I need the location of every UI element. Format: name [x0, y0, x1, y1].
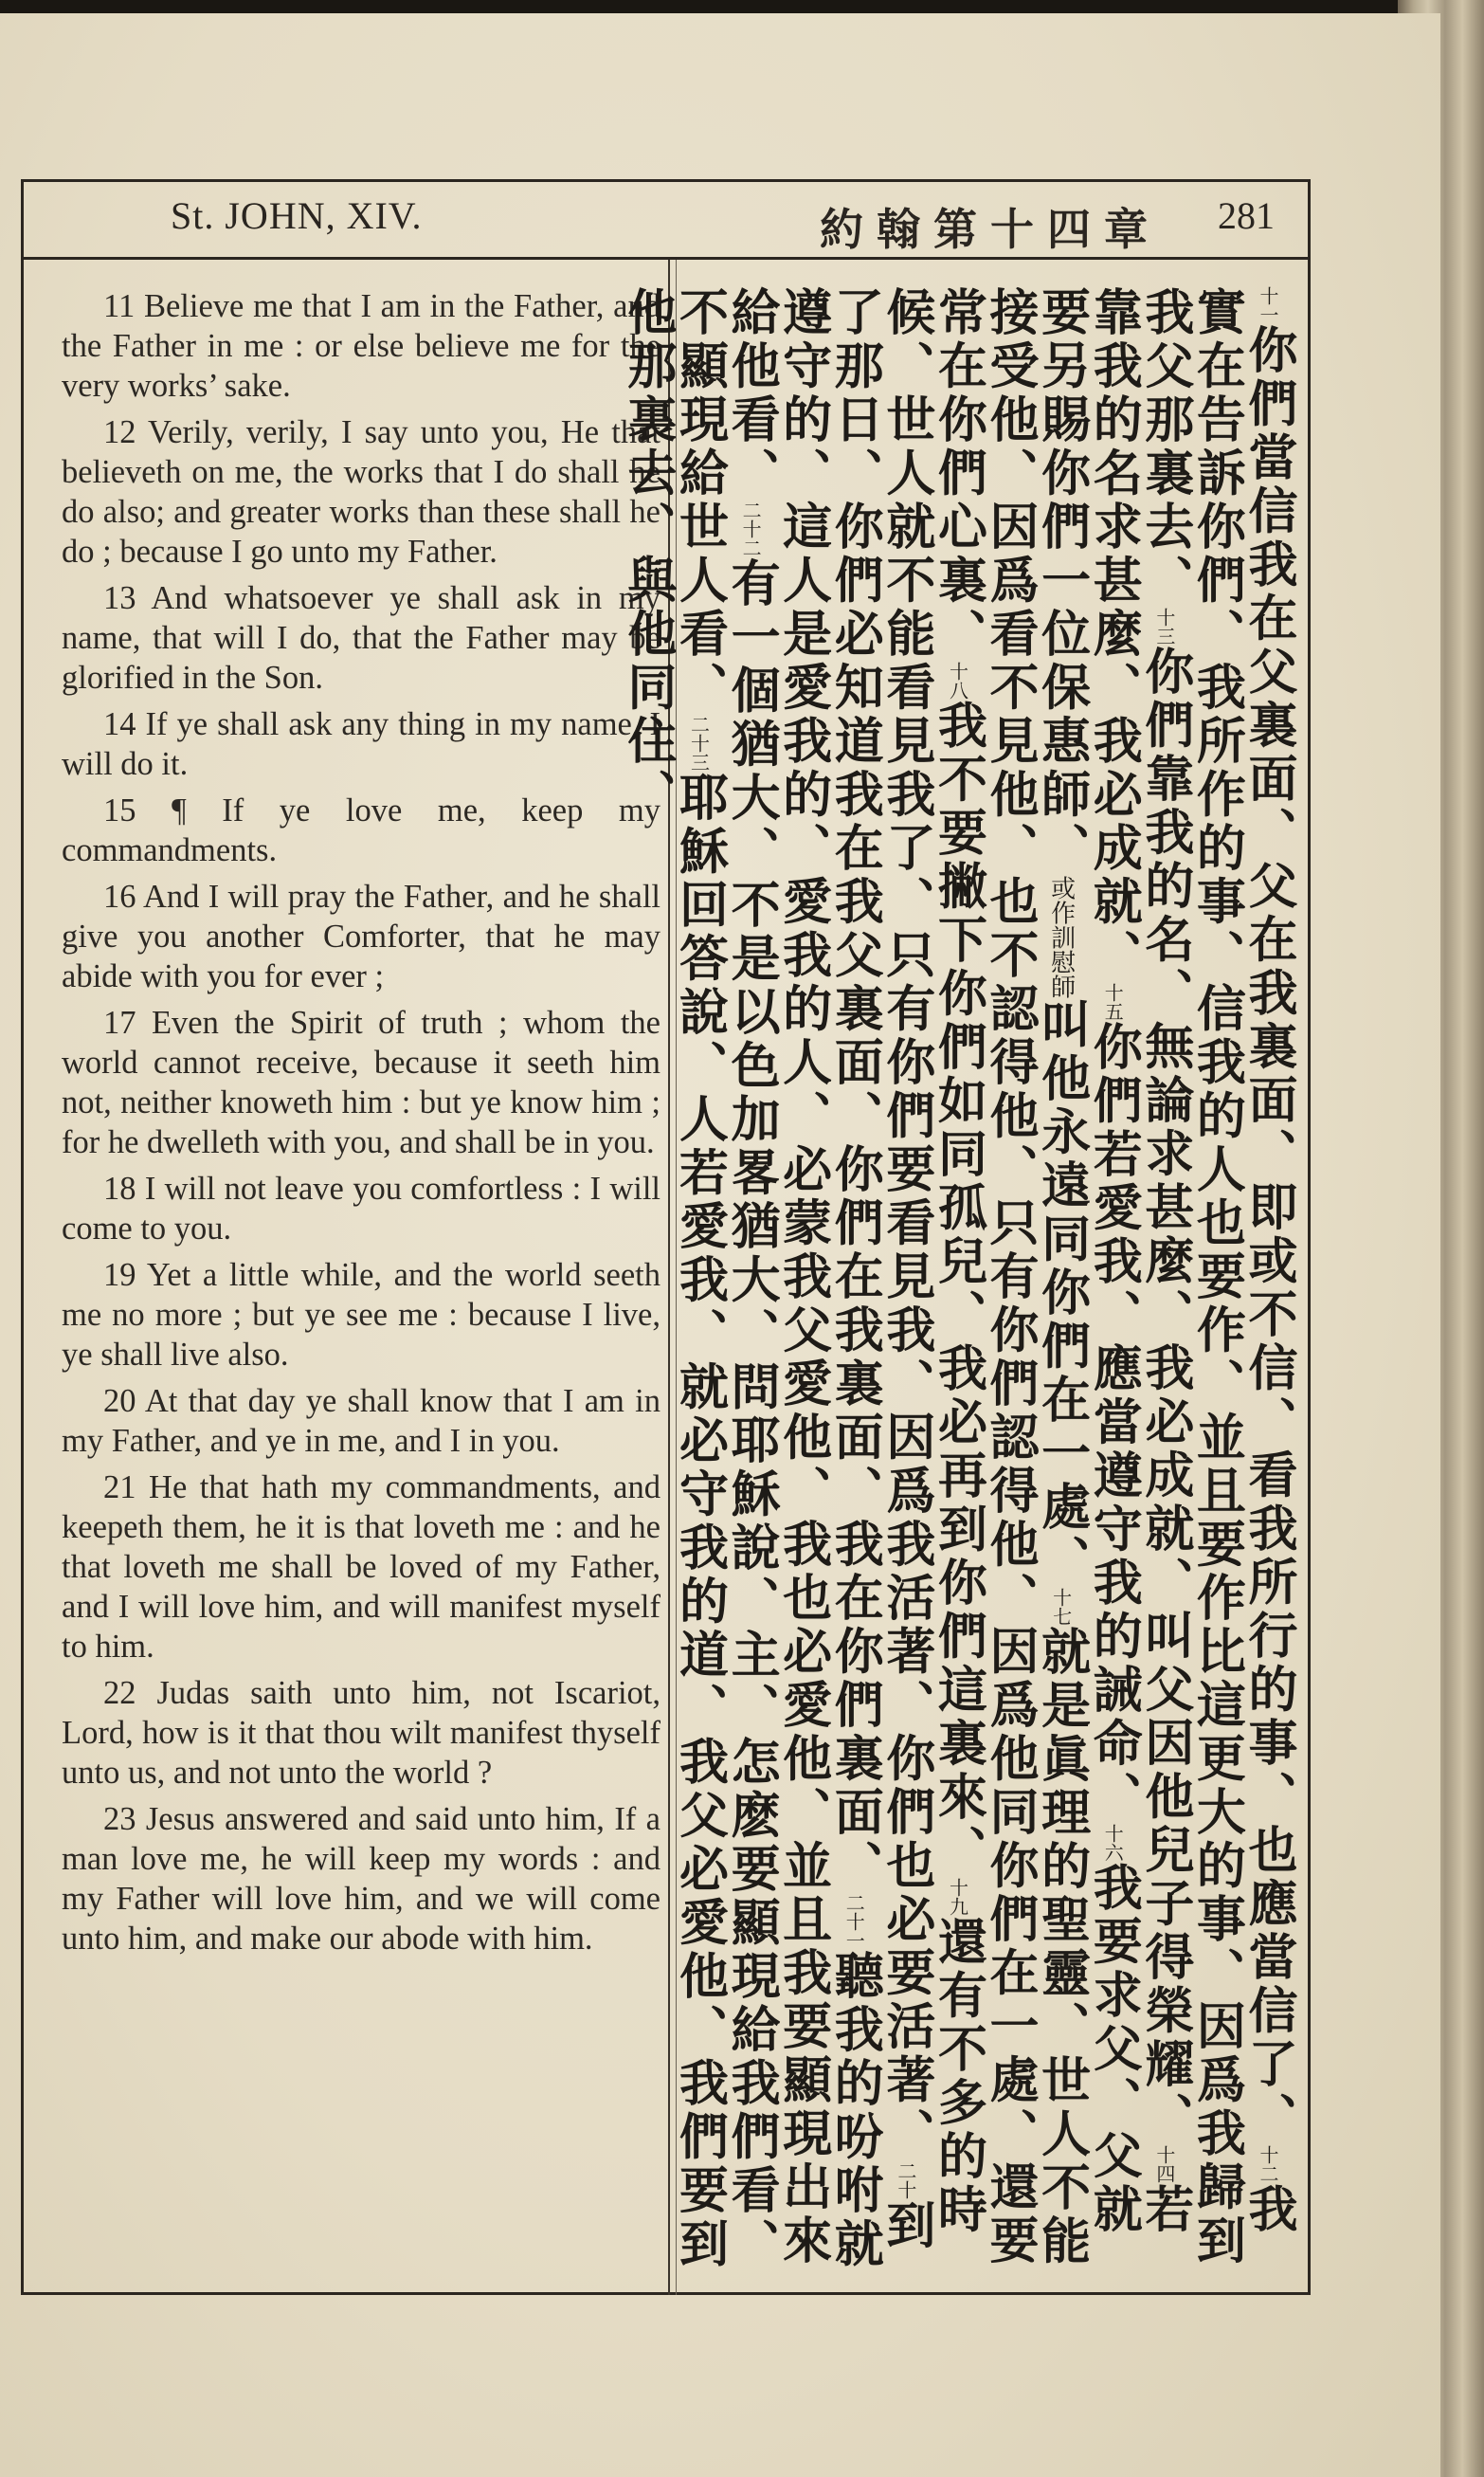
translation-note: 或作訓慰師: [1046, 875, 1076, 999]
verse-text: 你們當信我在父裏面、父在我裏面、即或不信、看我所行的事、也應當信了、: [1240, 324, 1296, 2145]
verse-text: 若靠我的名求甚麼、我必成就、: [1084, 286, 1193, 2237]
english-verse-23: 23 Jesus answered and said unto him, If a man love me, he will keep my words : and my Father will love him, and we will come unto him, and make our abode with him.: [62, 1801, 661, 1957]
text-frame: [21, 179, 1311, 2295]
verse-text: 到了那日、你們必知道我在我父裏面、你們在我裏面、我在你們裏面、: [825, 286, 934, 2252]
verse-number: 十八: [946, 661, 969, 700]
page-header: [24, 182, 1308, 260]
book-page: [0, 13, 1440, 2477]
verse-text: 你們若愛我、應當遵守我的誡命、: [1084, 1020, 1142, 1824]
chinese-verse-18: [929, 662, 986, 1878]
english-verse-19: 19 Yet a little while, and the world seeth me no more ; but ye see me : because I live, ye shall live also.: [62, 1257, 661, 1373]
verse-number: 十一: [1257, 286, 1279, 324]
verse-number: 十六: [1101, 1824, 1125, 1862]
verse-number: 十五: [1101, 982, 1125, 1021]
verse-text: 還有不多的時候、世人就不能看見我了、只有你們要看見我、因爲我活著、你們也必要活著、: [877, 286, 986, 2237]
verse-number: 十七: [1049, 1588, 1073, 1626]
english-column: [62, 286, 661, 1965]
english-verse-21: 21 He that hath my commandments, and keepeth them, he it is that loveth me : and he that loveth me shall be loved of my Father, and I will love him, and will manifest myself to him.: [62, 1469, 661, 1665]
verse-number: 十四: [1152, 2145, 1176, 2183]
english-verse-17: 17 Even the Spirit of truth ; whom the world cannot receive, because it seeth him not, neither knoweth him : but ye know him ; for he dwelleth with you, and shall be in you.: [62, 1005, 661, 1160]
english-verse-12: 12 Verily, verily, I say unto you, He that believeth on me, the works that I do shall he do also; and greater works than these shall he do ; because I go unto my Father.: [62, 414, 661, 570]
chinese-column: [618, 286, 1296, 2277]
english-verse-13: 13 And whatsoever ye shall ask in my name, that will I do, that the Father may be glorified in the Son.: [62, 580, 661, 696]
english-verse-14: 14 If ye shall ask any thing in my name, I will do it.: [62, 706, 661, 782]
page-number: 281: [1218, 194, 1275, 237]
verse-text: 我不要撇下你們如同孤兒、我必再到你們這裏來、: [929, 699, 986, 1878]
verse-number: 十九: [946, 1877, 969, 1916]
english-verse-11: 11 Believe me that I am in the Father, and the Father in me : or else believe me for the very works’ sake.: [62, 288, 661, 404]
chinese-verse-15: [1084, 983, 1141, 1825]
verse-text: 我實在告訴你們、我所作的事、信我的人也要作、並且要作比這更大的事、因爲我歸到我父那裏去、: [1135, 286, 1296, 2268]
verse-text: 我要求父、父就要另賜你們一位保惠師、: [1032, 286, 1142, 2237]
verse-number: 十三: [1152, 608, 1176, 646]
verse-number: 二十三: [687, 715, 711, 772]
verse-number: 二十: [894, 2160, 917, 2199]
verse-number: 十二: [1257, 2145, 1279, 2183]
verse-text-continued: 叫他永遠同你們在一處、: [1032, 998, 1090, 1588]
verse-text: 就是眞理的聖靈、世人不能接受他、因爲看不見他、也不認得他、只有你們認得他、因爲他同你們在一處、還要常在你們心裏、: [929, 286, 1090, 2268]
english-verse-16: 16 And I will pray the Father, and he shall give you another Comforter, that he may abide with you for ever ;: [62, 879, 661, 994]
chinese-verse-13: [1136, 608, 1193, 2145]
chinese-running-head: 約翰第十四章: [820, 204, 1161, 255]
verse-text: 你們靠我的名、無論求甚麼、我必成就、叫父因他兒子得榮耀、: [1135, 646, 1193, 2145]
verse-number: 二十二: [739, 501, 763, 557]
english-verse-22: 22 Judas saith unto him, not Iscariot, Lord, how is it that thou wilt manifest thyself unto us, and not unto the world ?: [62, 1675, 661, 1791]
english-running-head: St. JOHN, XIV.: [171, 194, 423, 237]
verse-number: 二十一: [842, 1893, 866, 1950]
verse-text: 有一個猶大、不是以色加畧猶大、問耶穌說、主、怎麽要顯現給我們看、不顯現給世人看、: [670, 286, 780, 2271]
english-verse-15: 15 ¶ If ye love me, keep my commandments.: [62, 792, 661, 868]
chinese-verse-11: [1240, 286, 1296, 2145]
verse-text: 耶穌回答說、人若愛我、就必守我的道、我父必愛他、我們要到他那裏去、與他同住、: [618, 286, 728, 2271]
english-verse-20: 20 At that day ye shall know that I am in my Father, and ye in me, and I in you.: [62, 1383, 661, 1459]
english-verse-18: 18 I will not leave you comfortless : I will come to you.: [62, 1171, 661, 1247]
verse-text: 聽我的吩咐就遵守的、這人是愛我的、愛我的人、必蒙我父愛他、我也必愛他、並且我要顯現出來給他看、: [722, 286, 883, 2271]
